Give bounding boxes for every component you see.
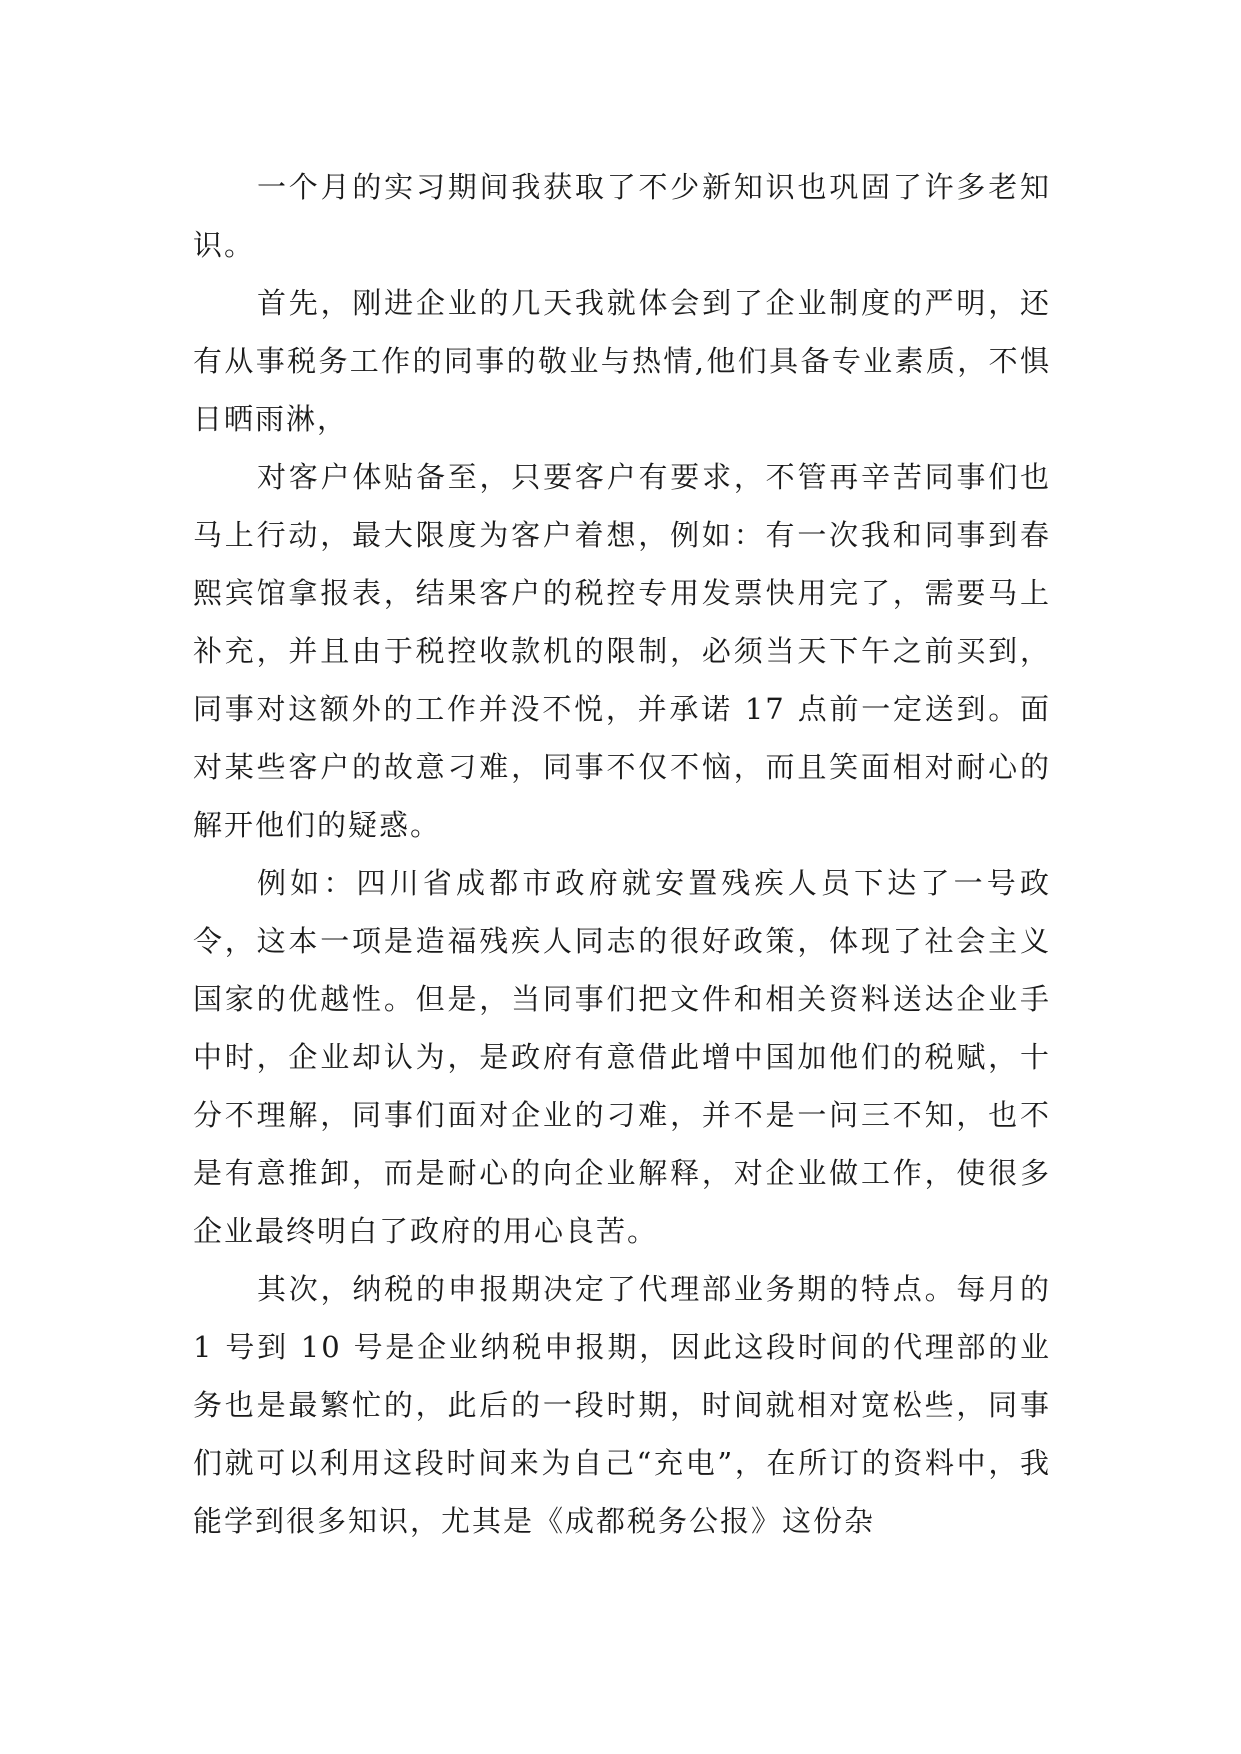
paragraph-5: 其次，纳税的申报期决定了代理部业务期的特点。每月的 1 号到 10 号是企业纳税申报期，因此这段时间的代理部的业务也是最繁忙的，此后的一段时期，时间就相对宽松些，同事们就可以利用这段时间来为自己“充电”，在所订的资料中，我能学到很多知识，尤其是《成都税务公报》这份杂 xyxy=(193,1272,1051,1538)
paragraph-4: 例如：四川省成都市政府就安置残疾人员下达了一号政令，这本一项是造福残疾人同志的很好政策，体现了社会主义国家的优越性。但是，当同事们把文件和相关资料送达企业手中时，企业却认为，是政府有意借此增中国加他们的税赋，十分不理解，同事们面对企业的刁难，并不是一问三不知，也不是有意推卸，而是耐心的向企业解释，对企业做工作，使很多企业最终明白了政府的用心良苦。 xyxy=(193,866,1051,1248)
paragraph-1: 一个月的实习期间我获取了不少新知识也巩固了许多老知识。 xyxy=(193,170,1051,262)
paragraph-2: 首先，刚进企业的几天我就体会到了企业制度的严明，还有从事税务工作的同事的敬业与热情,他们具备专业素质，不惧日晒雨淋， xyxy=(193,286,1051,436)
paragraph-3: 对客户体贴备至，只要客户有要求，不管再辛苦同事们也马上行动，最大限度为客户着想，例如：有一次我和同事到春熙宾馆拿报表，结果客户的税控专用发票快用完了，需要马上补充，并且由于税控收款机的限制，必须当天下午之前买到，同事对这额外的工作并没不悦，并承诺 17 点前一定送到。面对某些客户的故意刁难，同事不仅不恼，而且笑面相对耐心的解开他们的疑惑。 xyxy=(193,460,1051,842)
document-body xyxy=(193,158,1051,1550)
